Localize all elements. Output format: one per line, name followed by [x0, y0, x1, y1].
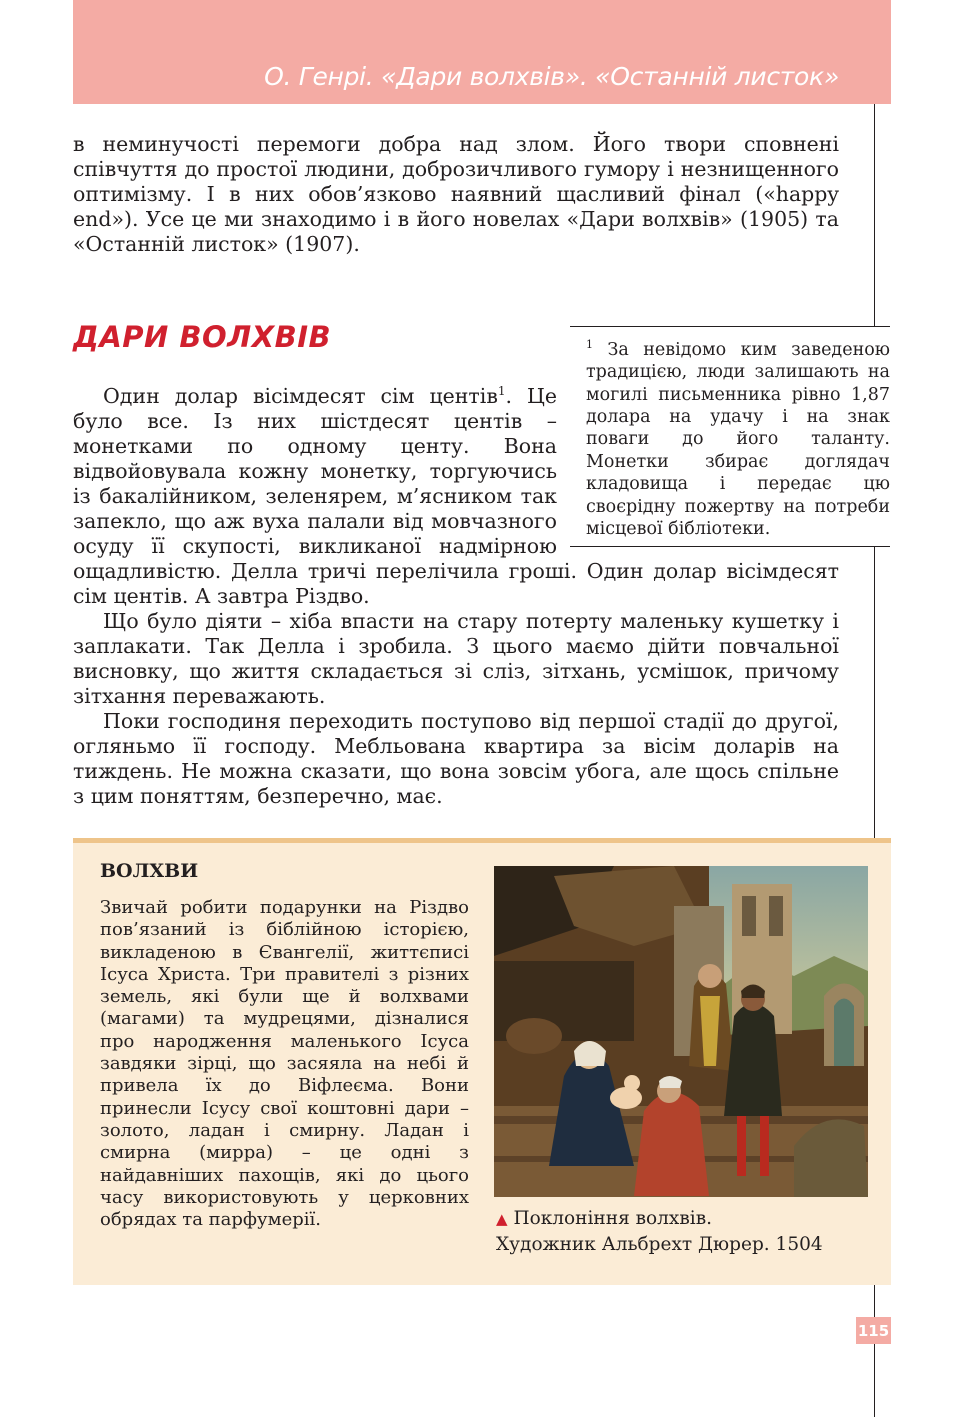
intro-text: в неминучості перемоги добра над злом. Його твори сповнені співчуття до простої людини, доброзичливого гумору і незнищенного оптимізму. І в них обов’язково наявний щасливий фінал («happy end»). Усе це ми знаходимо і в його новелах «Дари волхвів» (1905) та «Останній листок» (1907).: [73, 132, 839, 256]
caption-line-2: Художник Альбрехт Дюрер. 1504: [496, 1234, 823, 1255]
intro-paragraph: [73, 132, 839, 257]
caption-marker-icon: ▲: [496, 1210, 508, 1228]
footnote-reference[interactable]: 1: [497, 384, 506, 399]
footnote-spacer: [557, 384, 839, 556]
margin-rule-bottom: [874, 1280, 875, 1417]
story-paragraph-1-start: Один долар вісімдесят сім центів: [103, 384, 498, 408]
story-title: ДАРИ ВОЛХВІВ: [73, 320, 332, 354]
margin-rule-top: [874, 104, 875, 326]
margin-rule-middle: [874, 546, 875, 838]
caption-line-1: [496, 1206, 876, 1232]
footnote-top-rule: [570, 326, 890, 327]
page-number: 115: [856, 1317, 891, 1344]
story-paragraph-1-rest: . Це було все. Із них шістдесят центів – монетками по одному центу. Вона відвойовувала кожну монетку, торгуючись із бакалійником, зеленярем, м’ясником так запекло, що аж вуха палали від мовчазного осуду її скупості, викликаної надмірною ощадливістю. Делла тричі перелічила гроші. Один долар вісімдесят сім центів. А завтра Різдво.: [73, 384, 839, 608]
story-paragraph-2: Що було діяти – хіба впасти на стару потерту маленьку кушетку і заплакати. Так Делла і зробила. З цього маємо дійти повчальної висновку, що життя складається зі сліз, зітхань, усмішок, причому зітхання переважають.: [73, 609, 839, 708]
box-text: [100, 897, 469, 1231]
story-body: [73, 384, 839, 809]
box-heading: ВОЛХВИ: [100, 860, 199, 882]
footnote-text: За невідомо ким заведеною традицією, люди залишають на могилі письменника рівно 1,87 долара на удачу і на знак поваги до його таланту. Монетки збирає доглядач кладовища і передає цю своєрідну пожертву на потреби місцевої бібліотеки.: [586, 339, 890, 540]
adoration-of-the-magi-painting: [494, 866, 868, 1197]
header-band: [73, 0, 891, 104]
story-paragraph-3: Поки господиня переходить поступово від першої стадії до другої, огляньмо її господу. Мебльована квартира за вісім доларів на тиждень. Не можна сказати, що вона зовсім убога, але щось спільне з цим поняттям, безперечно, має.: [73, 709, 839, 808]
caption-title: Поклоніння волхвів.: [513, 1208, 712, 1229]
footnote-marker: 1: [586, 338, 593, 351]
painting-caption: [496, 1206, 876, 1257]
running-header-title: О. Генрі. «Дари волхвів». «Останній листок»: [264, 62, 839, 91]
box-paragraph: Звичай робити подарунки на Різдво пов’язаний із біблійною історією, викладеною в Євангелії, життєписі Ісуса Христа. Три правителі з різних земель, які були ще й волхвами (магами) та мудрецями, дізналися про народження маленького Ісуса завдяки зірці, що засяяла на небі й привела їх до Віфлеєма. Вони принесли Ісусу свої коштовні дари – золото, ладан і смирну. Ладан і смирна (мирра) – це одні з найдавніших пахощів, які до цього часу використовують у церковних обрядах та парфумерії.: [100, 897, 469, 1231]
